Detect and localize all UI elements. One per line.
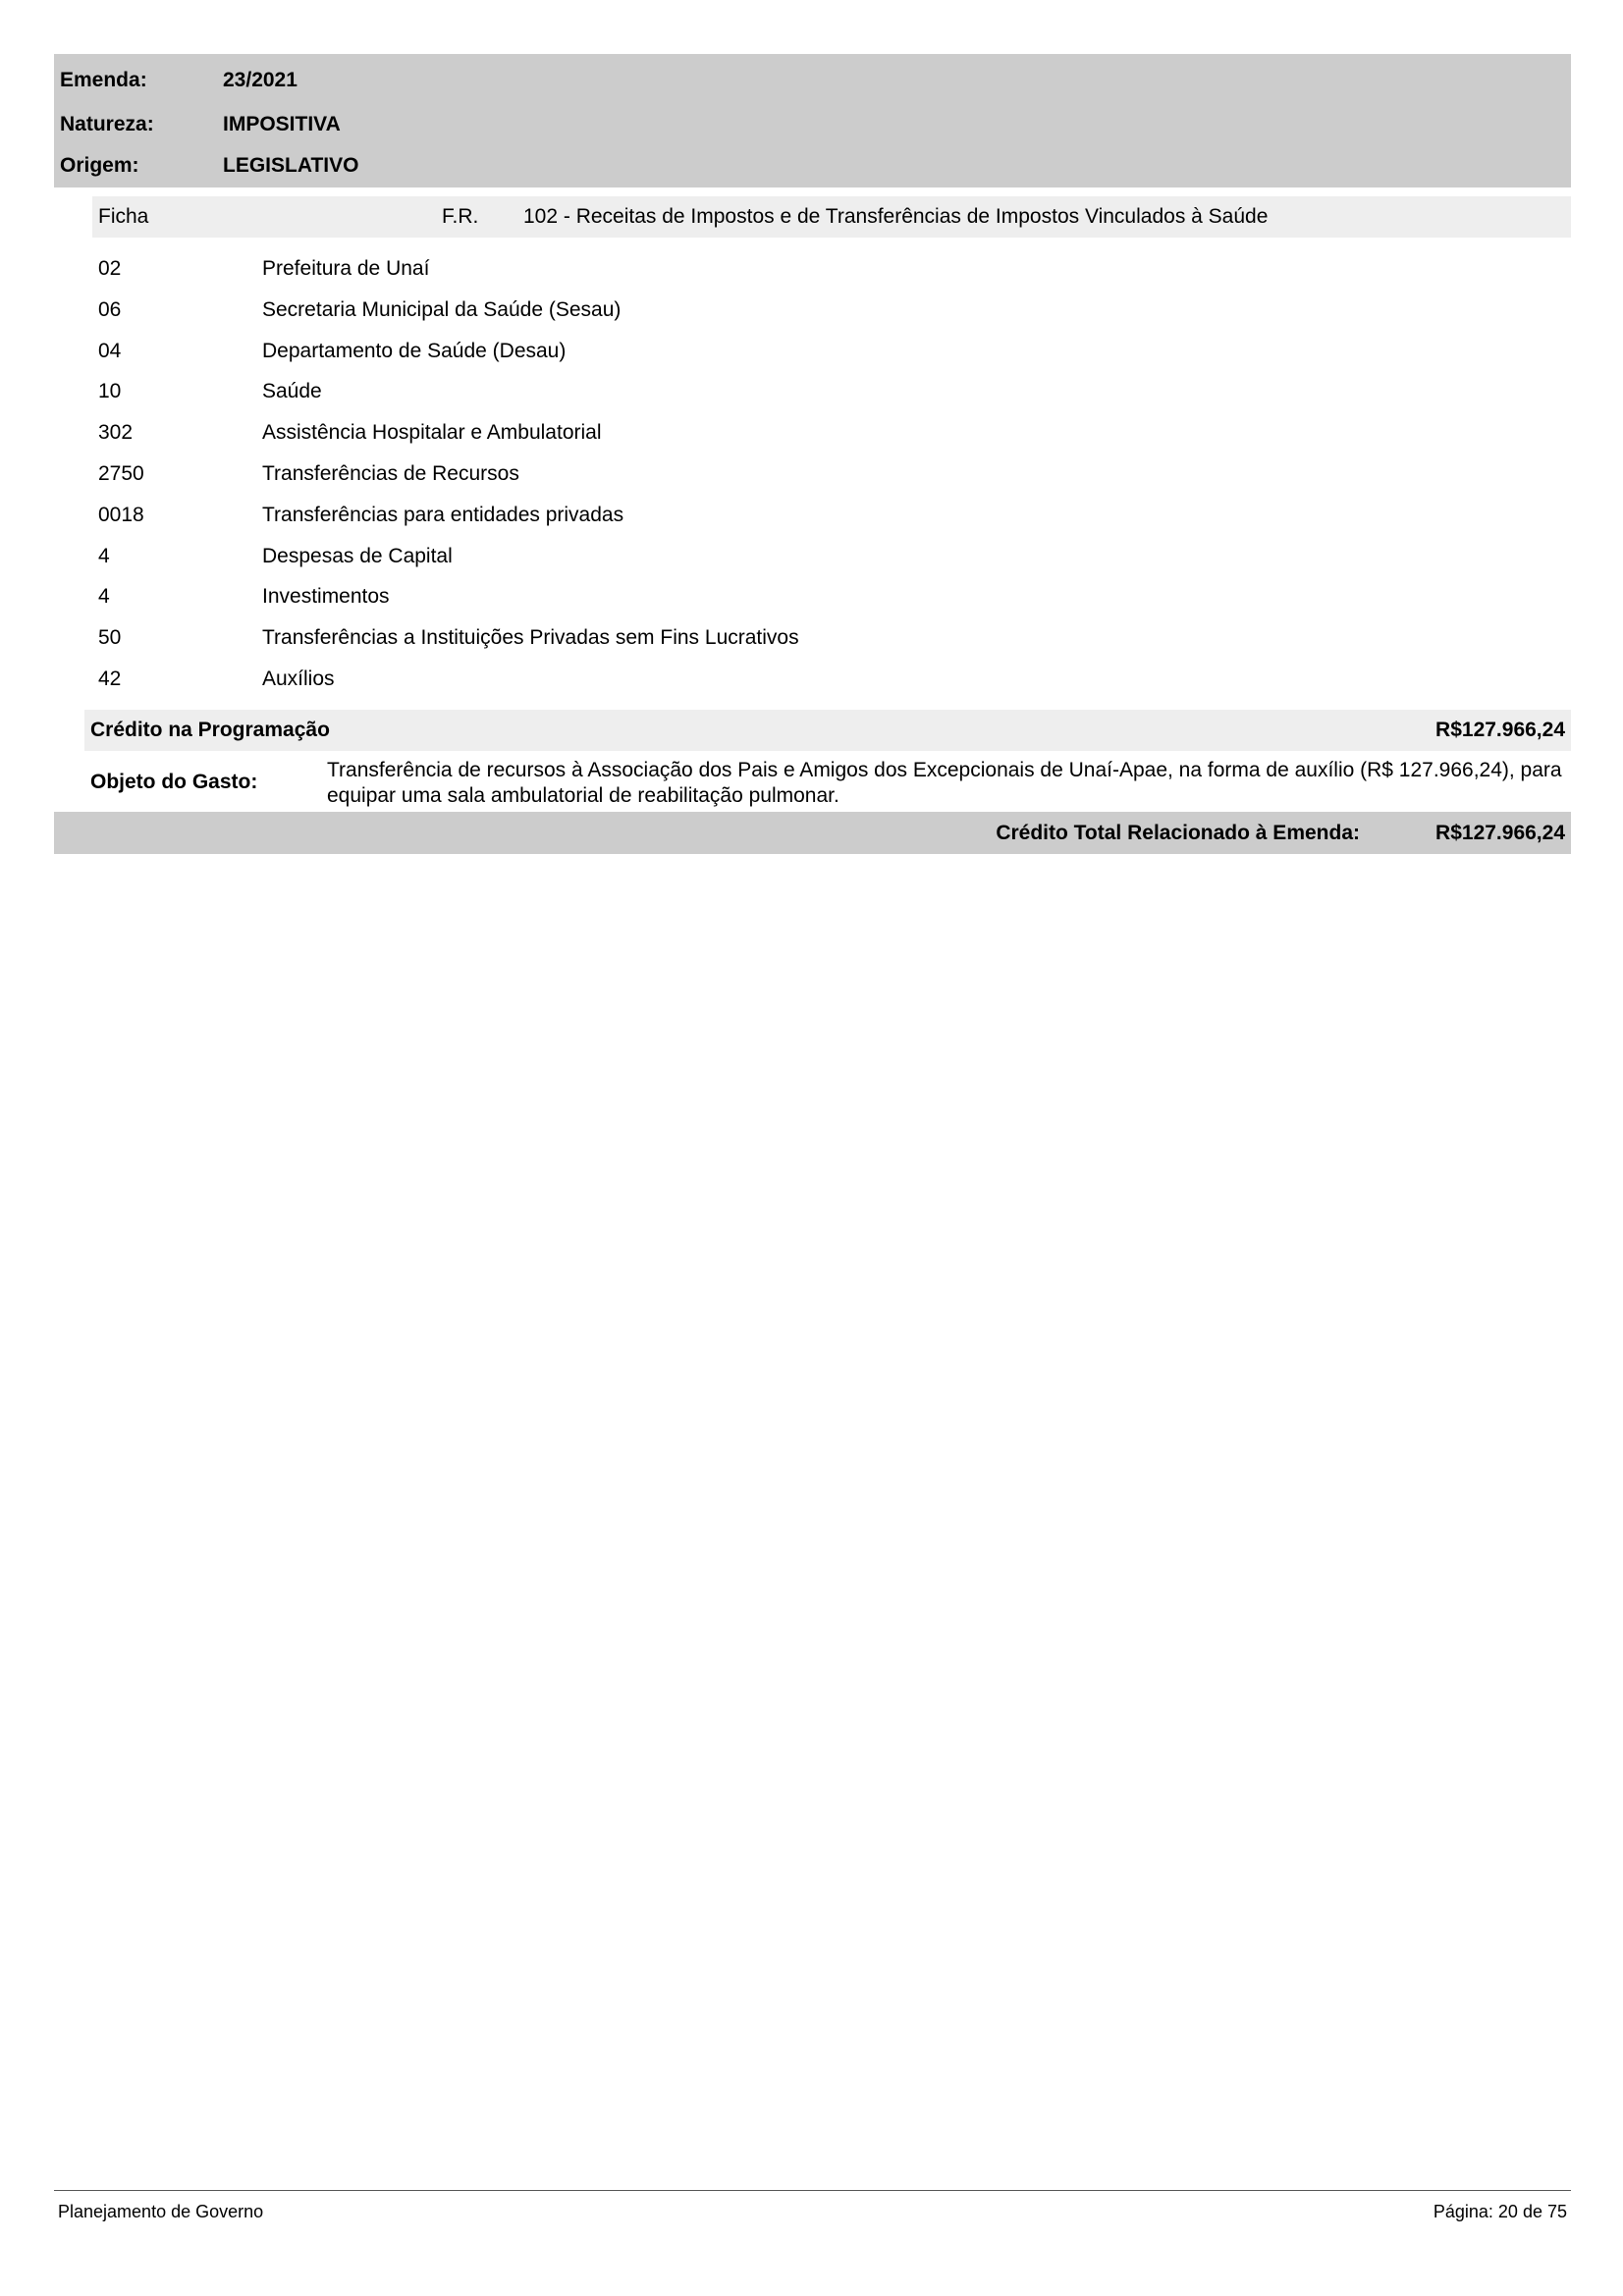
credito-programacao-bar [84,710,1571,751]
classification-code: 06 [98,297,122,321]
origem-label: Origem: [60,154,139,177]
credito-programacao-label: Crédito na Programação [90,719,330,741]
ficha-label: Ficha [98,205,149,228]
emenda-header [54,54,1571,187]
classification-description: Saúde [262,380,322,403]
objeto-gasto [84,757,1571,810]
classification-code: 2750 [98,461,144,485]
classification-description: Transferências de Recursos [262,461,519,485]
classification-code: 4 [98,585,110,609]
classification-description: Assistência Hospitalar e Ambulatorial [262,421,602,445]
list-item [98,417,1522,458]
footer-divider [54,2190,1571,2191]
classification-description: Prefeitura de Unaí [262,257,430,280]
list-item [98,622,1522,664]
classification-code: 10 [98,380,122,403]
emenda-value: 23/2021 [223,69,298,91]
origem-value: LEGISLATIVO [223,154,359,177]
classification-description: Secretaria Municipal da Saúde (Sesau) [262,297,622,321]
page-number: Página: 20 de 75 [1433,2202,1567,2221]
classification-code: 50 [98,626,122,650]
list-item [98,664,1522,705]
classification-description: Transferências para entidades privadas [262,503,624,526]
classification-code: 04 [98,339,122,362]
list-item [98,541,1522,582]
fonte-recurso-value: 102 - Receitas de Impostos e de Transferências de Impostos Vinculados à Saúde [523,205,1269,228]
objeto-gasto-text: Transferência de recursos à Associação dos Pais e Amigos dos Excepcionais de Unaí-Apae, na forma de auxílio (R$ 127.966,24), para equipar uma sala ambulatorial de reabilitação pulmonar. [327,759,1562,807]
objeto-gasto-label: Objeto do Gasto: [90,771,258,793]
list-item [98,376,1522,417]
classification-list [98,253,1522,705]
list-item [98,253,1522,294]
natureza-label: Natureza: [60,113,154,135]
list-item [98,500,1522,541]
classification-description: Investimentos [262,585,390,609]
classification-description: Auxílios [262,667,335,690]
list-item [98,294,1522,336]
credito-programacao-value: R$127.966,24 [1435,719,1565,741]
ficha-bar [92,196,1571,238]
fonte-recurso-label: F.R. [442,205,479,228]
credito-total-label: Crédito Total Relacionado à Emenda: [996,822,1360,844]
classification-description: Departamento de Saúde (Desau) [262,339,567,362]
classification-code: 0018 [98,503,144,526]
classification-code: 302 [98,421,134,445]
credito-total-value: R$127.966,24 [1435,822,1565,844]
classification-code: 02 [98,257,122,280]
list-item [98,581,1522,622]
footer-title: Planejamento de Governo [58,2202,264,2221]
classification-description: Transferências a Instituições Privadas sem Fins Lucrativos [262,626,799,650]
natureza-value: IMPOSITIVA [223,113,341,135]
list-item [98,458,1522,500]
credito-total-bar [54,812,1571,854]
list-item [98,336,1522,377]
emenda-label: Emenda: [60,69,147,91]
classification-code: 4 [98,544,110,567]
classification-code: 42 [98,667,122,690]
classification-description: Despesas de Capital [262,544,453,567]
